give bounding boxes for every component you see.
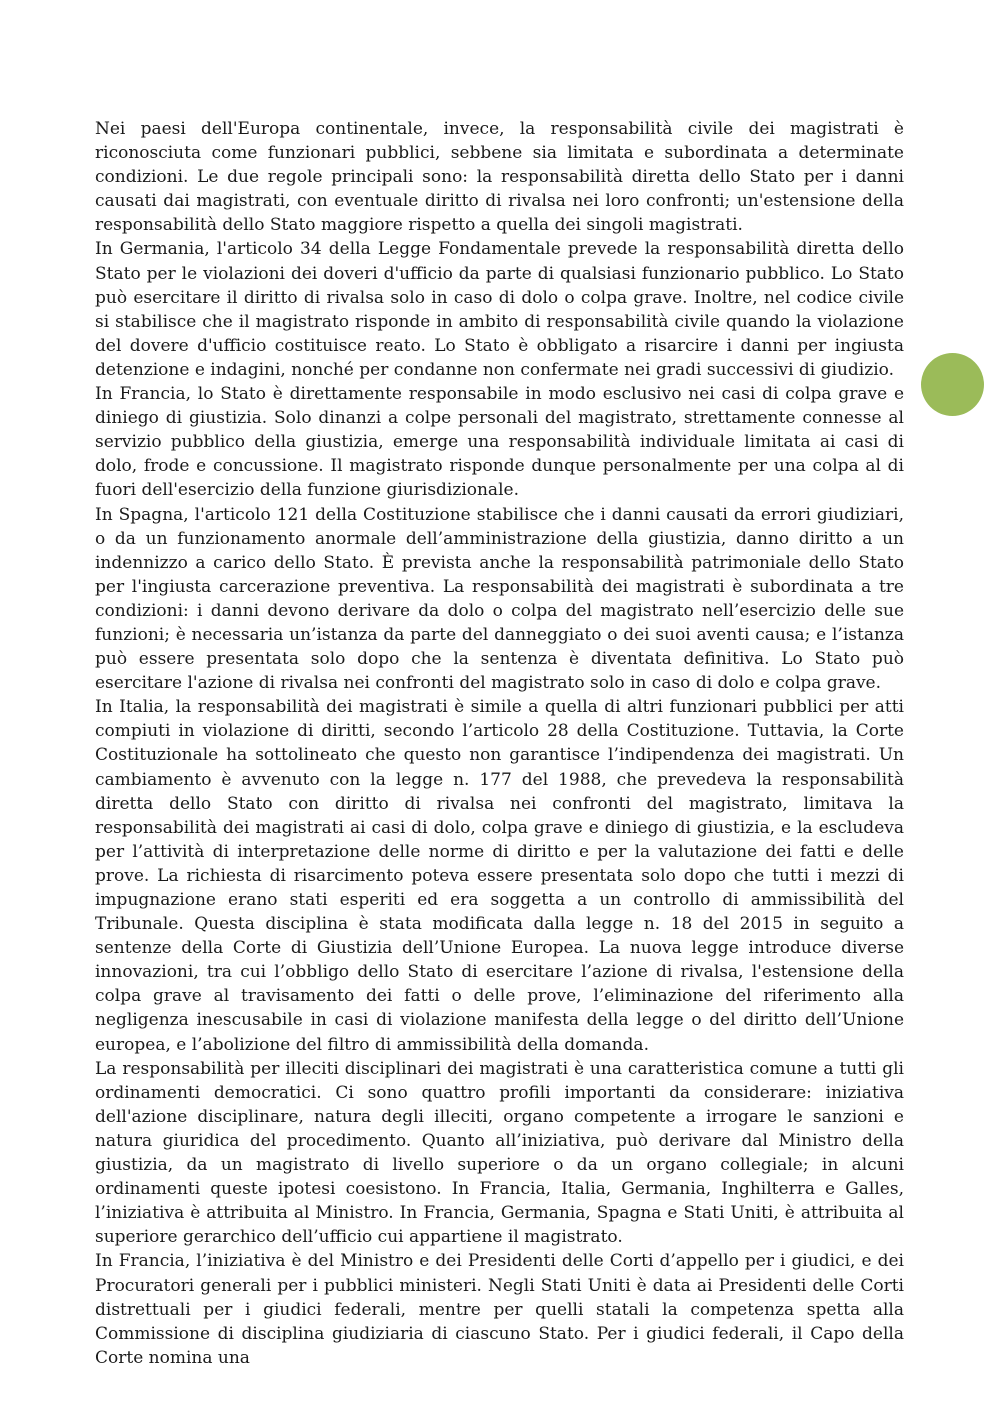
paragraph-france: In Francia, lo Stato è direttamente responsabile in modo esclusivo nei casi di colpa grave e diniego di giustizia. Solo dinanzi a colpe personali del magistrato, strettamente connesse al servizio pubblico della giustizia, emerge una responsabilità individuale limitata ai casi di dolo, frode e concussione. Il magistrato risponde dunque personalmente per una colpa al di fuori dell'esercizio della funzione giurisdizionale. — [95, 384, 904, 501]
paragraph-germany: In Germania, l'articolo 34 della Legge Fondamentale prevede la responsabilità diretta dello Stato per le violazioni dei doveri d'ufficio da parte di qualsiasi funzionario pubblico. Lo Stato può esercitare il diritto di rivalsa solo in caso di dolo o colpa grave. Inoltre, nel codice civile si stabilisce che il magistrato risponde in ambito di responsabilità civile quando la violazione del dovere d'ufficio costituisce reato. Lo Stato è obbligato a risarcire i danni per ingiusta detenzione e indagini, nonché per condanne non confermate nei gradi successivi di giudizio. — [95, 239, 904, 380]
paragraph-europe-continental: Nei paesi dell'Europa continentale, invece, la responsabilità civile dei magistrati è riconosciuta come funzionari pubblici, sebbene sia limitata e subordinata a determinate condizioni. Le due regole principali sono: la responsabilità diretta dello Stato per i danni causati dai magistrati, con eventuale diritto di rivalsa nei loro confronti; un'estensione della responsabilità dello Stato maggiore rispetto a quella dei singoli magistrati. — [95, 119, 904, 236]
paragraph-spain: In Spagna, l'articolo 121 della Costituzione stabilisce che i danni causati da errori giudiziari, o da un funzionamento anormale dell’amministrazione della giustizia, danno diritto a un indennizzo a carico dello Stato. È prevista anche la responsabilità patrimoniale dello Stato per l'ingiusta carcerazione preventiva. La responsabilità dei magistrati è subordinata a tre condizioni: i danni devono derivare da dolo o colpa del magistrato nell’esercizio delle sue funzioni; è necessaria un’istanza da parte del danneggiato o dei suoi aventi causa; e l’istanza può essere presentata solo dopo che la sentenza è diventata definitiva. Lo Stato può esercitare l'azione di rivalsa nei confronti del magistrato solo in caso di dolo e colpa grave. — [95, 504, 904, 694]
paragraph-disciplinary: La responsabilità per illeciti disciplinari dei magistrati è una caratteristica comune a tutti gli ordinamenti democratici. Ci sono quattro profili importanti da considerare: iniziativa dell'azione disciplinare, natura degli illeciti, organo competente a irrogare le sanzioni e natura giuridica del procedimento. Quanto all’iniziativa, può derivare dal Ministro della giustizia, da un magistrato di livello superiore o da un organo collegiale; in alcuni ordinamenti queste ipotesi coesistono. In Francia, Italia, Germania, Inghilterra e Galles, l’iniziativa è attribuita al Ministro. In Francia, Germania, Spagna e Stati Uniti, è attribuita al superiore gerarchico dell’ufficio cui appartiene il magistrato. — [95, 1058, 904, 1248]
document-body — [95, 117, 904, 1370]
green-circle-decoration — [921, 353, 984, 416]
paragraph-italy: In Italia, la responsabilità dei magistrati è simile a quella di altri funzionari pubblici per atti compiuti in violazione di diritti, secondo l’articolo 28 della Costituzione. Tuttavia, la Corte Costituzionale ha sottolineato che questo non garantisce l’indipendenza dei magistrati. Un cambiamento è avvenuto con la legge n. 177 del 1988, che prevedeva la responsabilità diretta dello Stato con diritto di rivalsa nei confronti del magistrato, limitava la responsabilità dei magistrati ai casi di dolo, colpa grave e diniego di giustizia, e la escludeva per l’attività di interpretazione delle norme di diritto e per la valutazione dei fatti e delle prove. La richiesta di risarcimento poteva essere presentata solo dopo che tutti i mezzi di impugnazione erano stati esperiti ed era soggetta a un controllo di ammissibilità del Tribunale. Questa disciplina è stata modificata dalla legge n. 18 del 2015 in seguito a sentenze della Corte di Giustizia dell’Unione Europea. La nuova legge introduce diverse innovazioni, tra cui l’obbligo dello Stato di esercitare l’azione di rivalsa, l'estensione della colpa grave al travisamento dei fatti o delle prove, l’eliminazione del riferimento alla negligenza inescusabile in casi di violazione manifesta della legge o del diritto dell’Unione europea, e l’abolizione del filtro di ammissibilità della domanda. — [95, 697, 904, 1055]
paragraph-france-initiative: In Francia, l’iniziativa è del Ministro e dei Presidenti delle Corti d’appello per i giudici, e dei Procuratori generali per i pubblici ministeri. Negli Stati Uniti è data ai Presidenti delle Corti distrettuali per i giudici federali, mentre per quelli statali la competenza spetta alla Commissione di disciplina giudiziaria di ciascuno Stato. Per i giudici federali, il Capo della Corte nomina una — [95, 1251, 904, 1368]
